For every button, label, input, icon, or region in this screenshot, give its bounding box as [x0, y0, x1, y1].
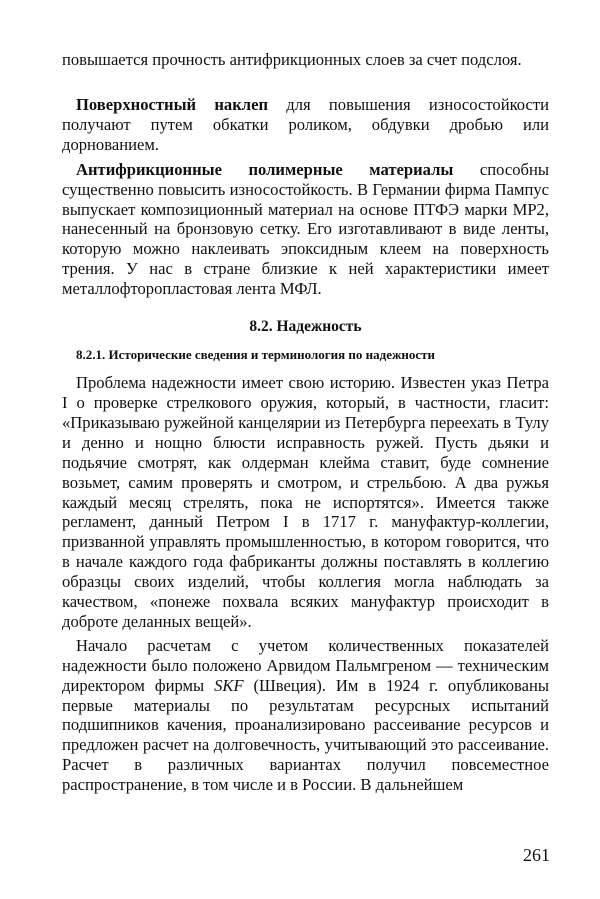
term-polymer-materials: Антифрикционные полимерные материалы	[76, 159, 454, 179]
page-content	[62, 50, 549, 795]
text-surface-hardening: для повышения износостойкости получают путем обкатки роликом, обдувки дробью или дорнованием.	[62, 95, 549, 154]
subsection-title: 8.2.1. Исторические сведения и терминология по надежности	[76, 347, 436, 363]
paragraph-polymer-materials	[62, 160, 549, 299]
term-surface-hardening: Поверхностный наклеп	[76, 95, 269, 114]
section-title: 8.2. Надежность	[249, 318, 362, 336]
company-name: SKF	[214, 675, 244, 695]
paragraph-palmgren	[62, 636, 549, 795]
paragraph-surface-hardening	[62, 95, 549, 155]
text-palmgren-start: Начало расчетам с учетом количественных показателей надежности было положено Арвидом Пальмгреном — техническим директором фирмы	[62, 635, 549, 695]
paragraph-antifriction-sublayer: повышается прочность антифрикционных слоев за счет подслоя.	[62, 50, 522, 69]
paragraph-reliability-history: Проблема надежности имеет свою историю. Известен указ Петра I о проверке стрелкового оружия, который, в частности, гласит: «Приказываю ружейной канцелярии из Петербурга переехать в Тулу и денно и нощно блюсти исправность ружей. Пусть дьяки и подьячие смотрят, как олдерман клейма ставит, буде сомнение возьмет, самим проверять и смотром, и стрельбою. А два ружья каждый месяц стрелять, пока не испортятся». Имеется также регламент, данный Петром I в 1717 г. мануфактур-коллегии, призванной управлять промышленностью, в котором говорится, что в начале каждого года фабриканты должны поставлять в коллегию образцы своих изделий, чтобы коллегия могла наблюдать за качеством, «понеже похвала всяких мануфактур происходит в доброте деланных вещей».	[62, 373, 549, 631]
text-palmgren-end: (Швеция). Им в 1924 г. опубликованы первые материалы по результатам ресурсных испытаний подшипников качения, проанализировано рассеивание ресурсов и предложен расчет на долговечность, учитывающий это рассеивание. Расчет в различных вариантах получил повсеместное распространение, в том числе и в России. В дальнейшем	[62, 675, 550, 795]
page-number: 261	[523, 845, 550, 865]
text-polymer-materials: способны существенно повысить износостойкость. В Германии фирма Пампус выпускает композиционный материал на основе ПТФЭ марки МР2, нанесенный на бронзовую сетку. Его изготавливают в виде ленты, которую можно наклеивать эпоксидным клеем на поверхность трения. У нас в стране близкие к ней характеристики имеет металлофторопластовая лента МФЛ.	[62, 159, 549, 299]
